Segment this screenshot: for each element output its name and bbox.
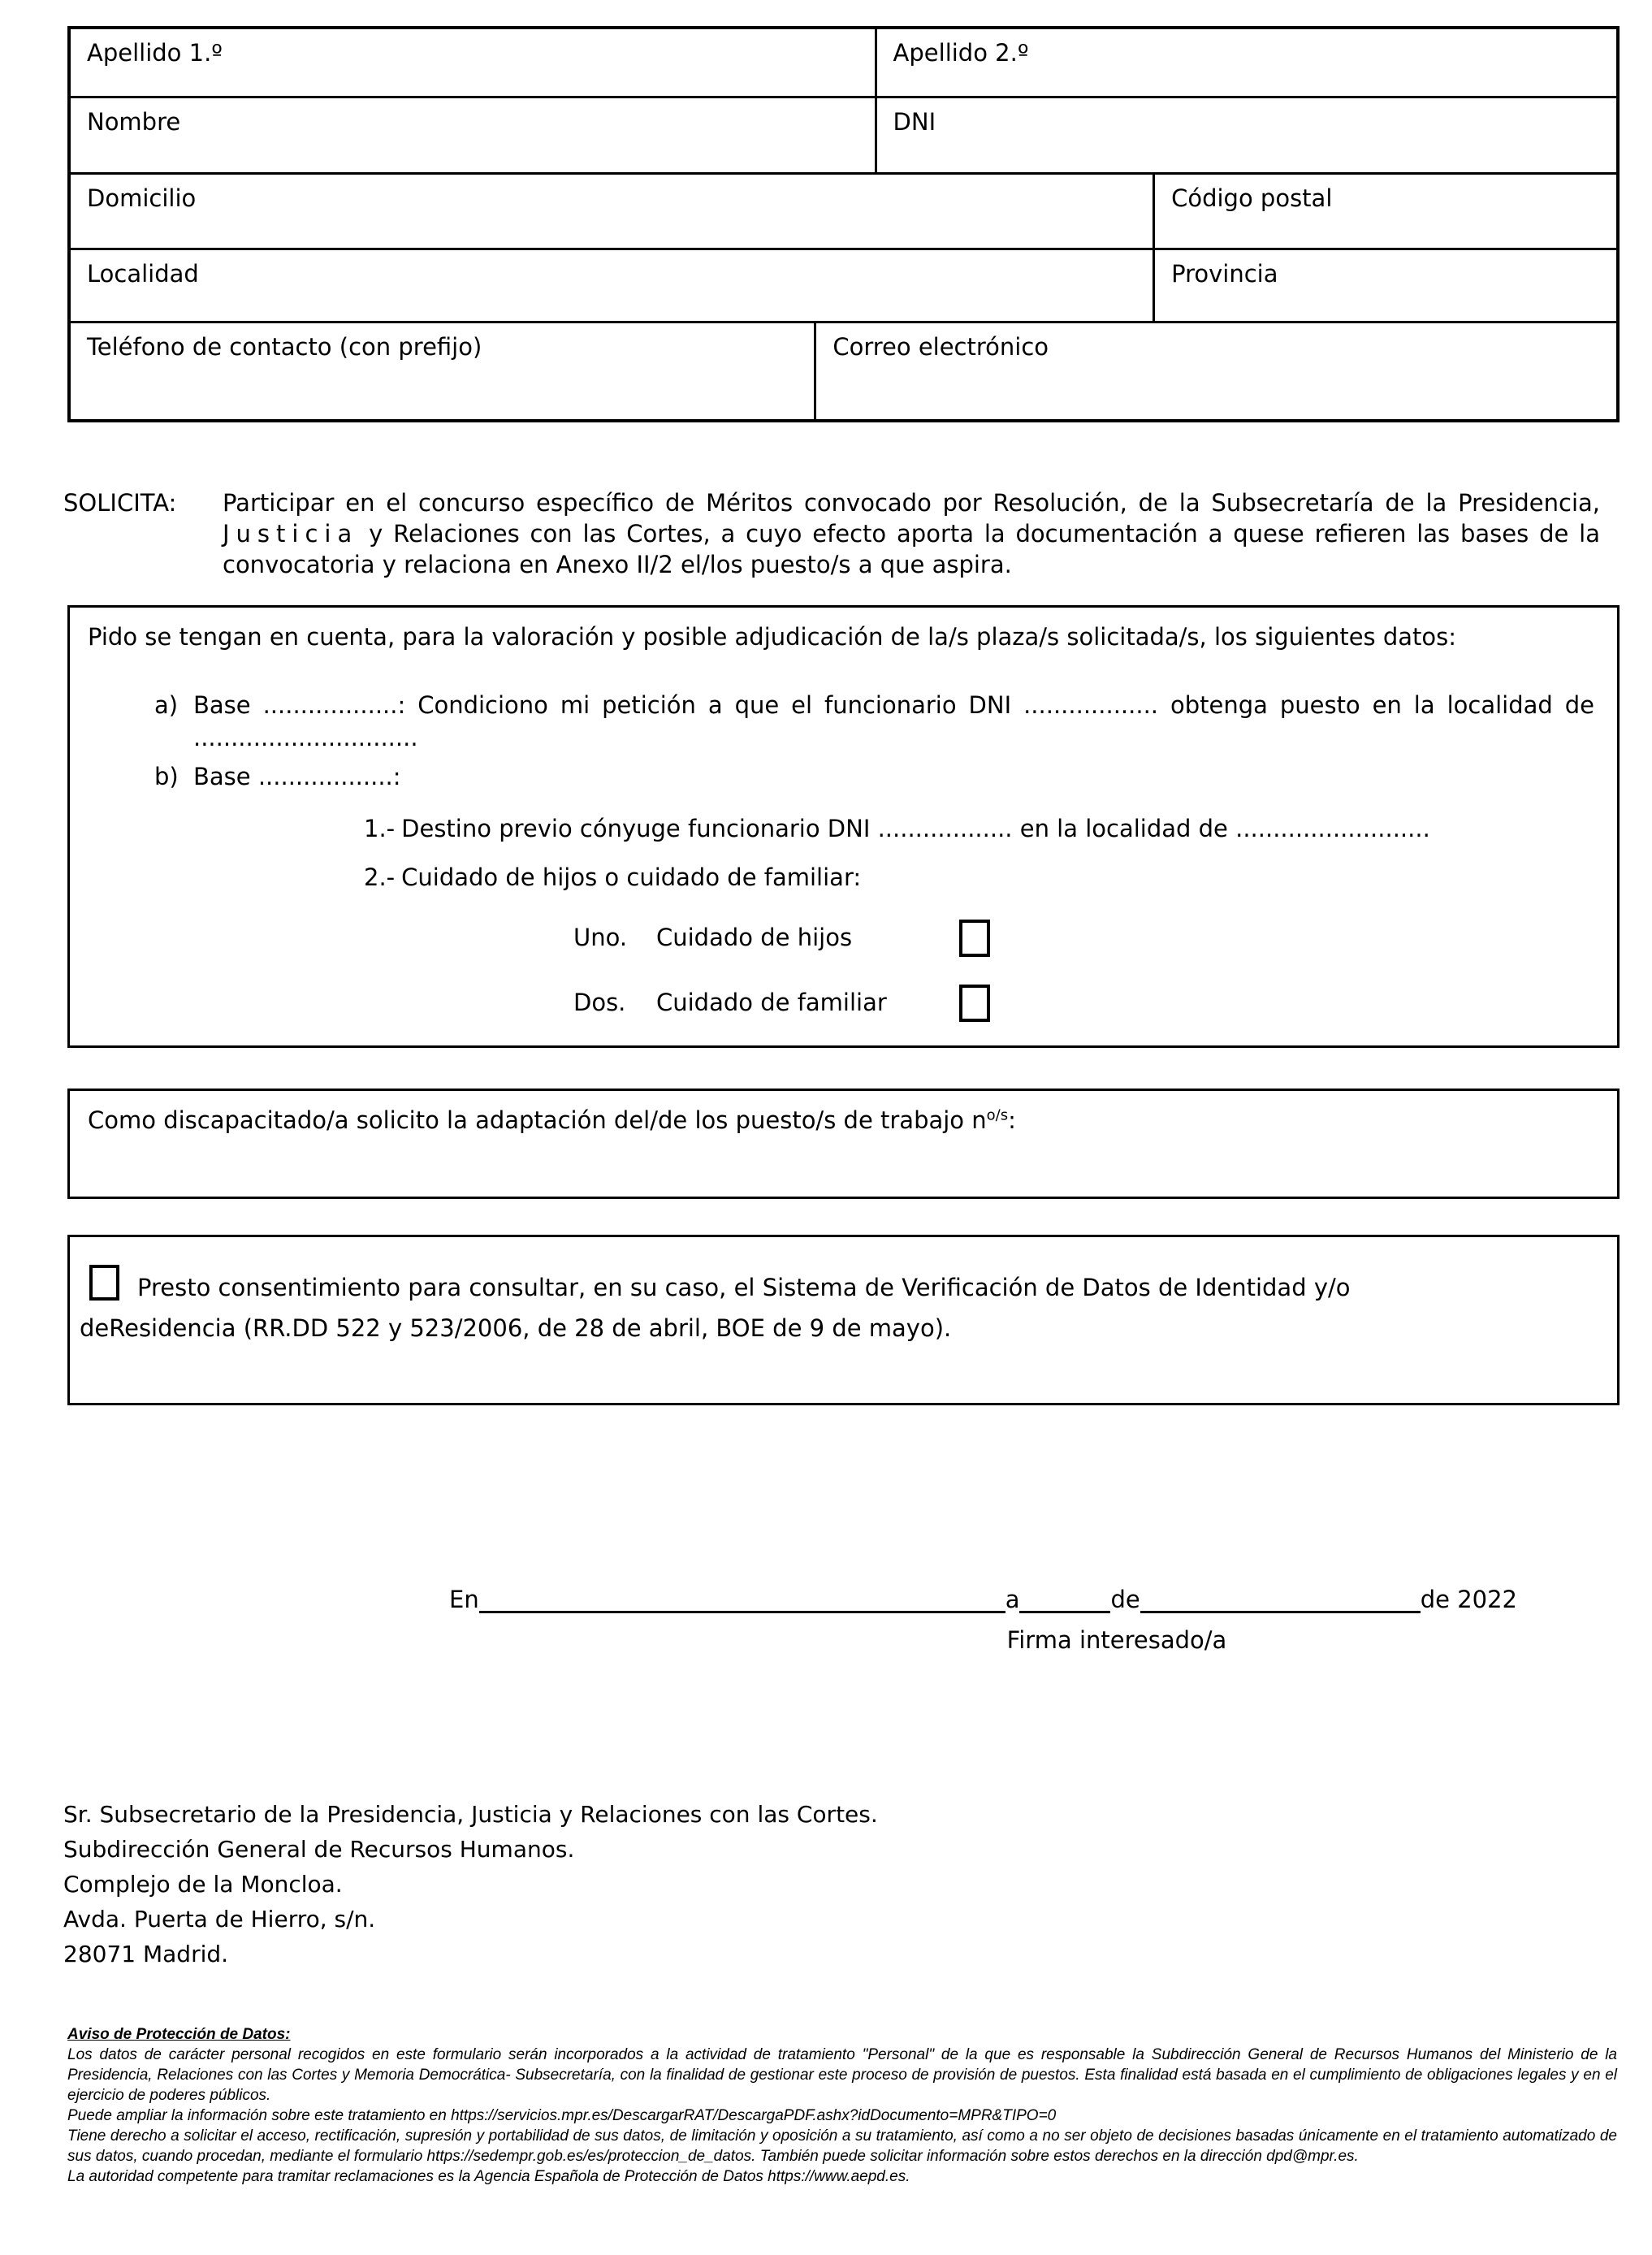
consent-checkbox[interactable] [89,1265,119,1301]
disability-text: Como discapacitado/a solicito la adaptación del/de los puesto/s de trabajo n [88,1106,987,1134]
table-row [71,172,1616,248]
solicita-text-after: y Relaciones con las Cortes, a cuyo efecto aporta la documentación a quese refieren las bases de la convocatoria y relaciona en Anexo II/2 el/los puesto/s a que aspira. [223,520,1600,578]
dni-field[interactable] [875,98,1616,172]
apellido2-field[interactable] [875,29,1616,96]
cuidado-familiar-num: Dos. [573,989,626,1016]
personal-data-table [67,26,1620,422]
cuidado-hijos-label: Cuidado de hijos [656,924,853,951]
privacy-paragraph-1: Los datos de carácter personal recogidos en este formulario serán incorporados a la actividad de tratamiento "Personal" de la que es responsable la Subdirección General de Recursos Humanos del Ministerio de la Presidencia, Relaciones con las Cortes y Memoria Democrática- Subsecretaría, con la finalidad de gestionar este proceso de provisión de puestos. Esta finalidad está basada en el cumplimiento de obligaciones legales y en el ejercicio de poderes públicos. [67,2046,1617,2104]
sub2-marker: 2.- [364,863,396,891]
date-line [449,1578,1517,1613]
solicita-paragraph [63,487,1600,580]
privacy-paragraph-3: Tiene derecho a solicitar el acceso, rectificación, supresión y portabilidad de sus datos, de limitación y oposición a su tratamiento, así como a no ser objeto de decisiones basadas únicamente en el tratamiento automatizado de sus datos, cuando procedan, mediante el formulario https://sedempr.gob.es/es/proteccion_de_datos. También puede solicitar información sobre estos derechos en la dirección dpd@mpr.es. [67,2127,1617,2165]
place-blank[interactable] [479,1580,1005,1613]
codigo-postal-label: Código postal [1171,184,1333,212]
codigo-postal-field[interactable] [1153,175,1616,248]
localidad-label: Localidad [87,260,199,288]
consent-box [67,1235,1620,1405]
solicita-spaced-word: Justicia [223,520,359,548]
apellido1-label: Apellido 1.º [87,39,223,67]
item-a-marker: a) [154,691,179,719]
privacy-paragraph-4: La autoridad competente para tramitar reclamaciones es la Agencia Española de Protección de Datos https://www.aepd.es. [67,2168,910,2185]
disability-adaptation-box[interactable] [67,1089,1620,1199]
sub1-text[interactable]: Destino previo cónyuge funcionario DNI .................. en la localidad de .......................... [401,815,1430,842]
provincia-field[interactable] [1153,250,1616,321]
correo-label: Correo electrónico [832,333,1049,361]
privacy-notice [67,2024,1617,2187]
consent-text-line1: Presto consentimiento para consultar, en su caso, el Sistema de Verificación de Datos de Identidad y/o [137,1274,1351,1301]
addressee-line: 28071 Madrid. [63,1941,229,1967]
cuidado-hijos-num: Uno. [573,924,628,951]
item-b-sub2 [364,861,1594,894]
date-a-label: a [1005,1586,1020,1613]
condition-item-b [88,760,1594,793]
addressee-line: Complejo de la Moncloa. [63,1871,343,1898]
cuidado-familiar-label: Cuidado de familiar [656,989,887,1016]
privacy-paragraph-2: Puede ampliar la información sobre este tratamiento en https://servicios.mpr.es/DescargarRAT/DescargaPDF.ashx?idDocumento=MPR&TIPO=0 [67,2107,1057,2124]
addressee-line: Avda. Puerta de Hierro, s/n. [63,1906,376,1933]
localidad-field[interactable] [71,250,1153,321]
date-de-label: de [1110,1586,1140,1613]
domicilio-label: Domicilio [87,184,197,212]
solicita-text-before: Participar en el concurso específico de Méritos convocado por Resolución, de la Subsecretaría de la Presidencia, [223,489,1600,517]
month-blank[interactable] [1140,1580,1421,1613]
conditions-intro: Pido se tengan en cuenta, para la valoración y posible adjudicación de la/s plaza/s solicitada/s, los siguientes datos: [88,623,1457,651]
table-row [71,321,1616,419]
dni-label: DNI [893,108,936,136]
consent-text-line2: deResidencia (RR.DD 522 y 523/2006, de 28 de abril, BOE de 9 de mayo). [80,1314,952,1342]
nombre-field[interactable] [71,98,875,172]
disability-colon: : [1008,1106,1016,1134]
condition-item-a [88,689,1594,754]
solicita-label: SOLICITA: [63,489,177,517]
day-blank[interactable] [1019,1580,1110,1613]
solicita-text [223,487,1600,580]
item-a-text[interactable]: Base ..................: Condiciono mi petición a que el funcionario DNI .................. obtenga puesto en la localidad de .............................. [193,691,1594,751]
cuidado-hijos-checkbox[interactable] [959,920,990,957]
cuidado-familiar-checkbox[interactable] [959,985,990,1022]
provincia-label: Provincia [1171,260,1278,288]
telefono-field[interactable] [71,323,814,419]
signature-caption: Firma interesado/a [1006,1626,1227,1654]
sub2-text: Cuidado de hijos o cuidado de familiar: [401,863,862,891]
privacy-title: Aviso de Protección de Datos: [67,2026,291,2043]
addressee-block [63,1797,878,1972]
disability-sup: o/s [986,1106,1009,1124]
date-year-label: de 2022 [1420,1586,1518,1613]
item-b-marker: b) [154,763,179,790]
addressee-line: Subdirección General de Recursos Humanos. [63,1836,575,1863]
table-row [71,96,1616,172]
date-en-label: En [449,1586,479,1613]
telefono-label: Teléfono de contacto (con prefijo) [87,333,482,361]
cuidado-hijos-row [573,920,1594,955]
table-row [71,29,1616,96]
domicilio-field[interactable] [71,175,1153,248]
apellido2-label: Apellido 2.º [893,39,1029,67]
addressee-line: Sr. Subsecretario de la Presidencia, Justicia y Relaciones con las Cortes. [63,1801,878,1828]
correo-field[interactable] [814,323,1616,419]
item-b-text[interactable]: Base ..................: [193,763,401,790]
apellido1-field[interactable] [71,29,875,96]
table-row [71,248,1616,321]
conditions-box [67,605,1620,1048]
sub1-marker: 1.- [364,815,396,842]
item-b-sub1 [364,812,1594,845]
nombre-label: Nombre [87,108,181,136]
cuidado-familiar-row [573,985,1594,1020]
